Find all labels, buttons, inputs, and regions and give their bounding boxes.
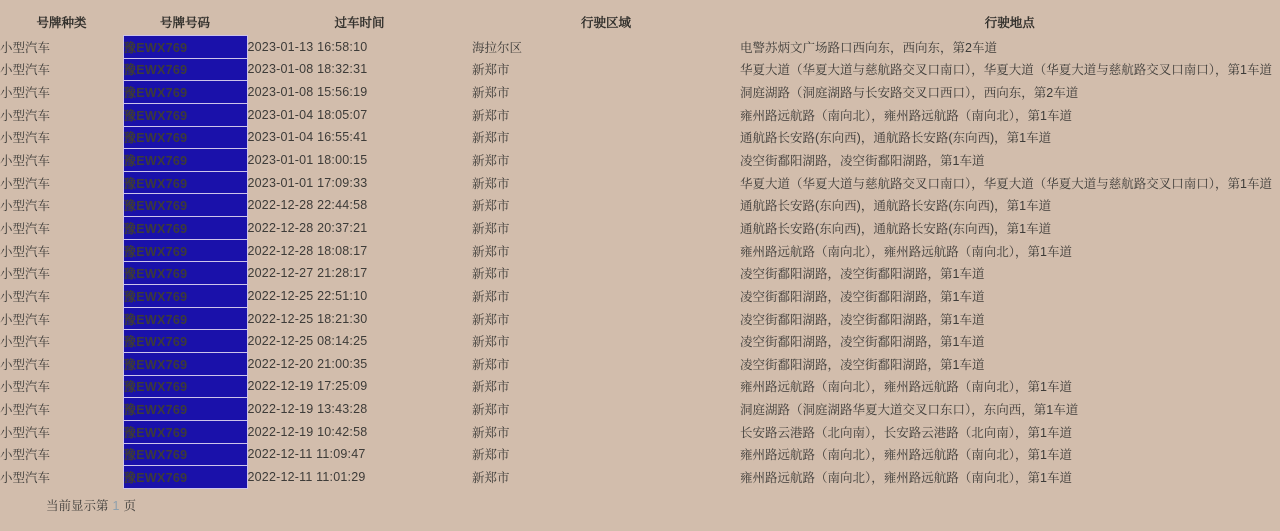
plate-number-cell[interactable]: 豫EWX769 <box>123 285 247 308</box>
region-cell: 新郑市 <box>472 425 510 440</box>
plate-type-cell: 小型汽车 <box>0 312 51 327</box>
table-row <box>0 36 1280 59</box>
table-row <box>0 194 1280 217</box>
region-cell: 新郑市 <box>472 244 510 259</box>
table-row <box>0 443 1280 466</box>
plate-number-cell[interactable]: 豫EWX769 <box>123 398 247 421</box>
table-row <box>0 239 1280 262</box>
region-cell: 新郑市 <box>472 470 510 485</box>
plate-number-cell[interactable]: 豫EWX769 <box>123 217 247 240</box>
plate-number-cell[interactable]: 豫EWX769 <box>123 149 247 172</box>
region-cell: 新郑市 <box>472 380 510 395</box>
table-row <box>0 262 1280 285</box>
location-cell: 凌空街鄱阳湖路，凌空街鄱阳湖路，第1车道 <box>740 357 985 372</box>
table-row <box>0 398 1280 421</box>
pass-time-cell: 2023-01-13 16:58:10 <box>247 39 368 54</box>
location-cell: 华夏大道（华夏大道与慈航路交叉口南口），华夏大道（华夏大道与慈航路交叉口南口），第1车道 <box>740 176 1272 191</box>
header-plate-number: 号牌号码 <box>159 15 210 30</box>
page-number[interactable]: 1 <box>112 498 120 513</box>
region-cell: 新郑市 <box>472 108 510 123</box>
table-row <box>0 217 1280 240</box>
region-cell: 新郑市 <box>472 131 510 146</box>
location-cell: 洞庭湖路（洞庭湖路华夏大道交叉口东口），东向西，第1车道 <box>740 403 1079 418</box>
region-cell: 新郑市 <box>472 86 510 101</box>
plate-number-cell[interactable]: 豫EWX769 <box>123 58 247 81</box>
plate-type-cell: 小型汽车 <box>0 176 51 191</box>
table-row <box>0 103 1280 126</box>
location-cell: 凌空街鄱阳湖路，凌空街鄱阳湖路，第1车道 <box>740 267 985 282</box>
pass-time-cell: 2023-01-01 17:09:33 <box>247 175 368 190</box>
plate-type-cell: 小型汽车 <box>0 108 51 123</box>
pass-time-cell: 2022-12-19 13:43:28 <box>247 402 368 417</box>
plate-type-cell: 小型汽车 <box>0 40 51 55</box>
plate-type-cell: 小型汽车 <box>0 199 51 214</box>
plate-number-cell[interactable]: 豫EWX769 <box>123 375 247 398</box>
table-row <box>0 81 1280 104</box>
table-row <box>0 420 1280 443</box>
region-cell: 新郑市 <box>472 63 510 78</box>
page-indicator-suffix: 页 <box>123 498 136 513</box>
table-row <box>0 58 1280 81</box>
pass-time-cell: 2022-12-19 10:42:58 <box>247 424 368 439</box>
plate-type-cell: 小型汽车 <box>0 470 51 485</box>
region-cell: 新郑市 <box>472 199 510 214</box>
pass-time-cell: 2022-12-11 11:01:29 <box>247 469 366 484</box>
pass-time-cell: 2022-12-28 22:44:58 <box>247 198 368 213</box>
plate-number-cell[interactable]: 豫EWX769 <box>123 194 247 217</box>
pass-time-cell: 2023-01-08 18:32:31 <box>247 62 368 77</box>
plate-type-cell: 小型汽车 <box>0 221 51 236</box>
location-cell: 凌空街鄱阳湖路，凌空街鄱阳湖路，第1车道 <box>740 312 985 327</box>
location-cell: 雍州路远航路（南向北），雍州路远航路（南向北），第1车道 <box>740 380 1072 395</box>
plate-number-cell[interactable]: 豫EWX769 <box>123 352 247 375</box>
pass-time-cell: 2022-12-25 08:14:25 <box>247 334 368 349</box>
pass-time-cell: 2022-12-11 11:09:47 <box>247 447 366 462</box>
plate-type-cell: 小型汽车 <box>0 289 51 304</box>
plate-number-cell[interactable]: 豫EWX769 <box>123 239 247 262</box>
plate-type-cell: 小型汽车 <box>0 448 51 463</box>
location-cell: 雍州路远航路（南向北），雍州路远航路（南向北），第1车道 <box>740 448 1072 463</box>
pass-time-cell: 2023-01-04 16:55:41 <box>247 130 368 145</box>
plate-number-cell[interactable]: 豫EWX769 <box>123 420 247 443</box>
location-cell: 雍州路远航路（南向北），雍州路远航路（南向北），第1车道 <box>740 108 1072 123</box>
plate-number-cell[interactable]: 豫EWX769 <box>123 307 247 330</box>
plate-number-cell[interactable]: 豫EWX769 <box>123 126 247 149</box>
location-cell: 凌空街鄱阳湖路，凌空街鄱阳湖路，第1车道 <box>740 335 985 350</box>
location-cell: 通航路长安路(东向西)，通航路长安路(东向西)，第1车道 <box>740 131 1052 146</box>
region-cell: 新郑市 <box>472 357 510 372</box>
plate-number-cell[interactable]: 豫EWX769 <box>123 81 247 104</box>
location-cell: 通航路长安路(东向西)，通航路长安路(东向西)，第1车道 <box>740 199 1052 214</box>
region-cell: 新郑市 <box>472 289 510 304</box>
region-cell: 新郑市 <box>472 335 510 350</box>
header-pass-time: 过车时间 <box>334 15 385 30</box>
plate-number-cell[interactable]: 豫EWX769 <box>123 103 247 126</box>
region-cell: 新郑市 <box>472 403 510 418</box>
pass-time-cell: 2022-12-25 18:21:30 <box>247 311 368 326</box>
pass-time-cell: 2023-01-04 18:05:07 <box>247 107 368 122</box>
region-cell: 新郑市 <box>472 267 510 282</box>
pass-time-cell: 2023-01-08 15:56:19 <box>247 85 368 100</box>
table-row <box>0 375 1280 398</box>
location-cell: 雍州路远航路（南向北），雍州路远航路（南向北），第1车道 <box>740 244 1072 259</box>
pass-time-cell: 2022-12-27 21:28:17 <box>247 266 368 281</box>
plate-type-cell: 小型汽车 <box>0 335 51 350</box>
pass-time-cell: 2022-12-19 17:25:09 <box>247 379 368 394</box>
location-cell: 通航路长安路(东向西)，通航路长安路(东向西)，第1车道 <box>740 221 1052 236</box>
location-cell: 洞庭湖路（洞庭湖路与长安路交叉口西口），西向东，第2车道 <box>740 86 1079 101</box>
table-row <box>0 126 1280 149</box>
location-cell: 凌空街鄱阳湖路，凌空街鄱阳湖路，第1车道 <box>740 154 985 169</box>
pass-time-cell: 2022-12-28 18:08:17 <box>247 243 368 258</box>
plate-type-cell: 小型汽车 <box>0 357 51 372</box>
location-cell: 凌空街鄱阳湖路，凌空街鄱阳湖路，第1车道 <box>740 289 985 304</box>
plate-number-cell[interactable]: 豫EWX769 <box>123 171 247 194</box>
plate-type-cell: 小型汽车 <box>0 244 51 259</box>
location-cell: 华夏大道（华夏大道与慈航路交叉口南口），华夏大道（华夏大道与慈航路交叉口南口），第1车道 <box>740 63 1272 78</box>
table-row <box>0 307 1280 330</box>
table-row <box>0 285 1280 308</box>
plate-type-cell: 小型汽车 <box>0 131 51 146</box>
table-row <box>0 171 1280 194</box>
vehicle-records-table <box>0 8 1280 489</box>
location-cell: 雍州路远航路（南向北），雍州路远航路（南向北），第1车道 <box>740 470 1072 485</box>
plate-number-cell[interactable]: 豫EWX769 <box>123 36 247 59</box>
pass-time-cell: 2022-12-20 21:00:35 <box>247 356 368 371</box>
plate-type-cell: 小型汽车 <box>0 154 51 169</box>
region-cell: 新郑市 <box>472 448 510 463</box>
table-row <box>0 352 1280 375</box>
plate-number-cell[interactable]: 豫EWX769 <box>123 466 247 489</box>
plate-type-cell: 小型汽车 <box>0 63 51 78</box>
header-plate-type: 号牌种类 <box>36 15 87 30</box>
region-cell: 新郑市 <box>472 221 510 236</box>
plate-number-cell[interactable]: 豫EWX769 <box>123 443 247 466</box>
plate-type-cell: 小型汽车 <box>0 403 51 418</box>
table-row <box>0 466 1280 489</box>
pass-time-cell: 2023-01-01 18:00:15 <box>247 153 368 168</box>
header-region: 行驶区域 <box>580 15 631 30</box>
region-cell: 新郑市 <box>472 154 510 169</box>
page-indicator <box>46 496 1280 514</box>
plate-type-cell: 小型汽车 <box>0 425 51 440</box>
pass-time-cell: 2022-12-28 20:37:21 <box>247 220 368 235</box>
table-row <box>0 330 1280 353</box>
plate-number-cell[interactable]: 豫EWX769 <box>123 262 247 285</box>
location-cell: 长安路云港路（北向南），长安路云港路（北向南），第1车道 <box>740 425 1072 440</box>
plate-type-cell: 小型汽车 <box>0 267 51 282</box>
plate-type-cell: 小型汽车 <box>0 86 51 101</box>
table-header-row <box>0 8 1280 36</box>
pass-time-cell: 2022-12-25 22:51:10 <box>247 288 368 303</box>
plate-type-cell: 小型汽车 <box>0 380 51 395</box>
header-location: 行驶地点 <box>984 15 1035 30</box>
page-indicator-prefix: 当前显示第 <box>46 498 109 513</box>
plate-number-cell[interactable]: 豫EWX769 <box>123 330 247 353</box>
table-row <box>0 149 1280 172</box>
location-cell: 电警苏炳文广场路口西向东，西向东，第2车道 <box>740 40 997 55</box>
region-cell: 海拉尔区 <box>472 40 523 55</box>
region-cell: 新郑市 <box>472 312 510 327</box>
region-cell: 新郑市 <box>472 176 510 191</box>
